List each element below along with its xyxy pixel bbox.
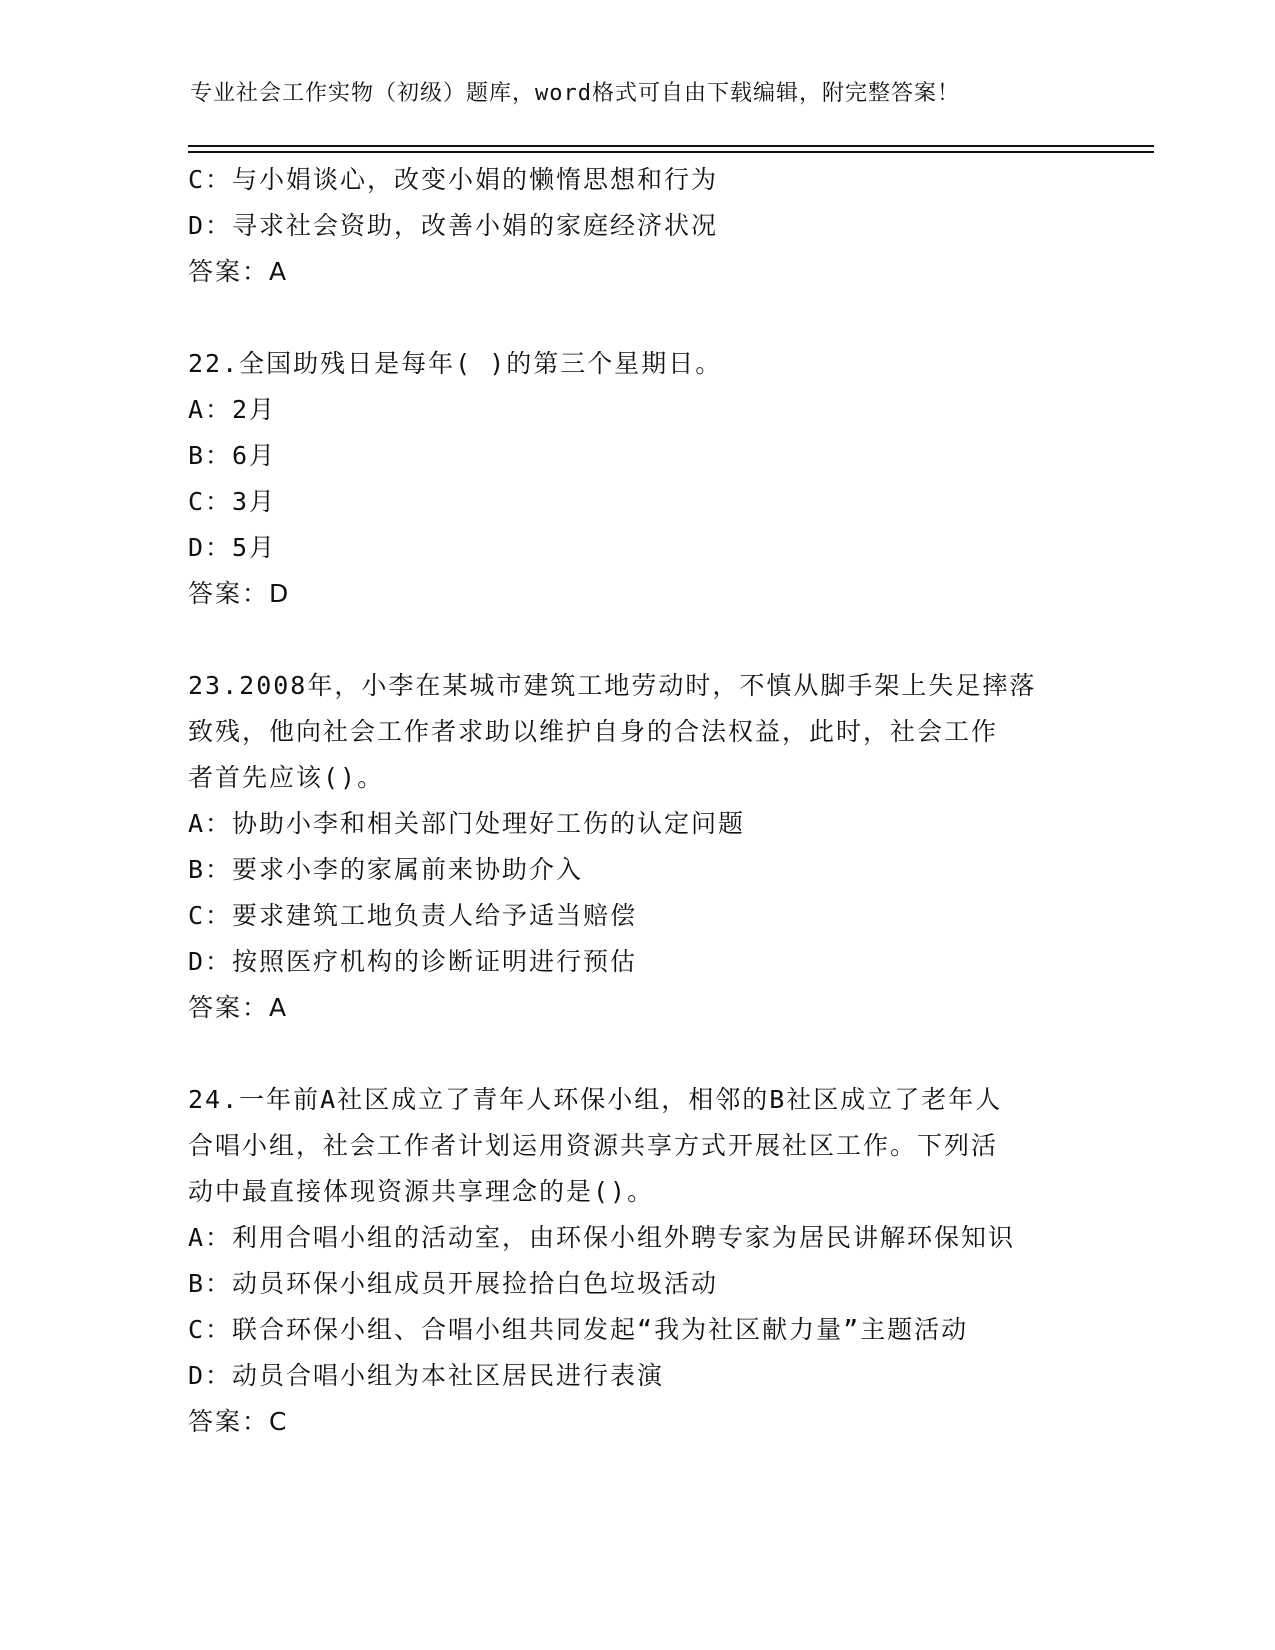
question-23-stem-line: 者首先应该()。 [188,763,385,792]
option-d: D：寻求社会资助，改善小娟的家庭经济状况 [188,211,719,240]
page-header: 专业社会工作实物（初级）题库，word格式可自由下载编辑，附完整答案！ [190,81,960,106]
option-b: B：6月 [188,441,277,470]
spacer [188,617,1108,663]
option-d: D：按照医疗机构的诊断证明进行预估 [188,947,638,976]
question-23-stem-line: 23.2008年，小李在某城市建筑工地劳动时，不慎从脚手架上失足摔落 [188,671,1037,700]
option-c: C：3月 [188,487,277,516]
answer-line: 答案：A [188,257,289,286]
option-a: A：协助小李和相关部门处理好工伤的认定问题 [188,809,746,838]
option-c: C：联合环保小组、合唱小组共同发起“我为社区献力量”主题活动 [188,1315,969,1344]
option-b: B：动员环保小组成员开展捡拾白色垃圾活动 [188,1269,719,1298]
question-24-stem-line: 合唱小组，社会工作者计划运用资源共享方式开展社区工作。下列活 [188,1131,999,1160]
spacer [188,295,1108,341]
answer-line: 答案：A [188,993,289,1022]
option-b: B：要求小李的家属前来协助介入 [188,855,584,884]
option-a: A：利用合唱小组的活动室，由环保小组外聘专家为居民讲解环保知识 [188,1223,1016,1252]
option-c: C：与小娟谈心，改变小娟的懒惰思想和行为 [188,165,719,194]
question-content [188,157,1108,1445]
option-a: A：2月 [188,395,277,424]
question-24-stem-line: 动中最直接体现资源共享理念的是()。 [188,1177,655,1206]
option-c: C：要求建筑工地负责人给予适当赔偿 [188,901,638,930]
question-23-stem-line: 致残，他向社会工作者求助以维护自身的合法权益，此时，社会工作 [188,717,999,746]
answer-line: 答案：D [188,579,291,608]
option-d: D：5月 [188,533,277,562]
header-rule-thick [188,145,1154,147]
question-22-stem: 22.全国助残日是每年( )的第三个星期日。 [188,349,723,378]
header-rule-thin [188,151,1154,153]
spacer [188,1031,1108,1077]
answer-line: 答案：C [188,1407,289,1436]
option-d: D：动员合唱小组为本社区居民进行表演 [188,1361,665,1390]
question-24-stem-line: 24.一年前A社区成立了青年人环保小组，相邻的B社区成立了老年人 [188,1085,1003,1114]
